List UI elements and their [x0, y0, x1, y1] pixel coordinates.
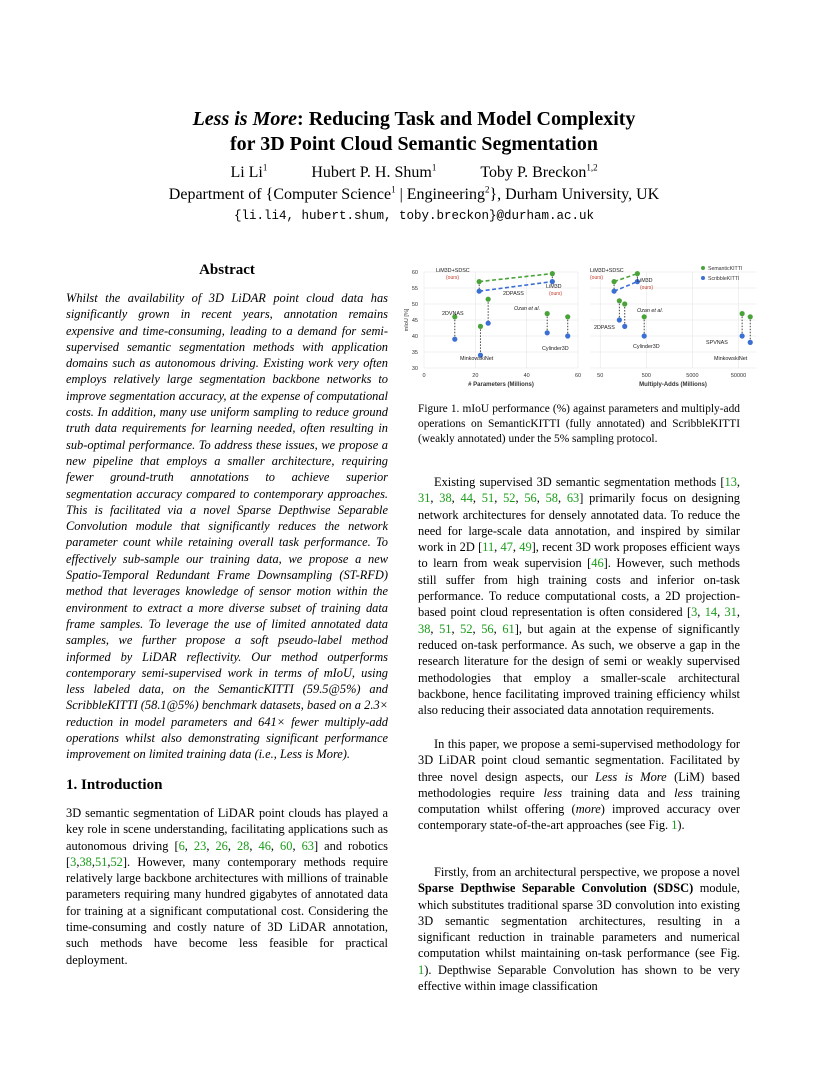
citation-link[interactable]: 56 — [481, 621, 494, 636]
body-text: , — [697, 605, 705, 620]
emphasis-text: Less is More — [595, 769, 667, 784]
y-tick-label: 35 — [411, 350, 418, 356]
abstract-heading: Abstract — [199, 262, 255, 278]
y-tick-label: 55 — [411, 286, 418, 292]
body-text: module, which substitutes traditional sparse 3D convolution into existing 3D semantic segmentation architectures, resulting in a significant reduction in trainable parameters and numerical computation whilst maintaining on-task performance (see Fig. — [418, 881, 740, 961]
semantickitti-point — [486, 297, 491, 302]
citation-link[interactable]: 46 — [591, 556, 604, 571]
x-tick-label: 20 — [472, 373, 479, 379]
ours-label: (ours) — [549, 291, 563, 297]
figure-caption: Figure 1. mIoU performance (%) against parameters and multiply-add operations on SemanticKITTI (fully annotated) and ScribbleKITTI (weakly annotated) under the 5% sampling protocol. — [418, 403, 740, 445]
y-tick-label: 45 — [411, 318, 418, 324]
point-label: MinkowskiNet — [460, 356, 494, 362]
body-text: ], recent 3D work proposes efficient ways to learn from weak supervision [ — [418, 540, 740, 571]
point-label: Ozan et al. — [637, 308, 664, 314]
citation-link[interactable]: 23 — [193, 838, 207, 853]
body-text: Firstly, from an architectural perspective, we propose a novel — [434, 865, 740, 879]
author-emails: {li.li4, hubert.shum, toby.breckon}@durham.ac.uk — [233, 209, 595, 223]
figure-1 — [400, 258, 770, 398]
emphasis-text: more — [575, 802, 601, 817]
citation-link[interactable]: 44 — [460, 491, 473, 506]
y-tick-label: 50 — [411, 302, 418, 308]
semantickitti-point — [617, 298, 622, 303]
citation-link[interactable]: 56 — [524, 491, 537, 506]
citation-link[interactable]: 51 — [481, 491, 495, 506]
body-text: , — [736, 605, 740, 620]
semantickitti-point — [622, 301, 627, 306]
semantickitti-point — [740, 311, 745, 316]
body-text: , — [472, 491, 482, 506]
body-text: , — [430, 491, 440, 506]
ours-label: (ours) — [590, 275, 604, 281]
citation-link[interactable]: 31 — [418, 491, 431, 506]
affiliation: Department of {Computer Science$^1$ | Engineering$^2$}, Durham University, UK — [168, 184, 660, 203]
y-axis-label: mIoU [%] — [404, 308, 410, 332]
body-text: , — [493, 621, 503, 636]
semantickitti-point — [550, 271, 555, 276]
body-text: , — [717, 605, 725, 620]
body-text: , — [91, 854, 95, 869]
body-text: ], but again at the expense of significantly reduced on-task performance. As such, we observe a gap in the research literature for the design of semi or weakly supervised methodologies that employ a smaller-scale architectural backbone, hence facilitating improved training efficiency whilst also reducing their associated data annotation requirements. — [418, 621, 740, 718]
scribblekitti-point — [486, 321, 491, 326]
citation-link[interactable]: 31 — [724, 605, 737, 620]
citation-link[interactable]: 63 — [301, 838, 314, 853]
body-paragraph — [418, 864, 740, 994]
citation-link[interactable]: 52 — [503, 491, 516, 506]
title-italic: Less is More — [192, 108, 298, 130]
y-tick-label: 40 — [411, 334, 418, 340]
citation-link[interactable]: 60 — [280, 838, 293, 853]
citation-link[interactable]: 47 — [500, 540, 513, 555]
body-text: , — [557, 491, 567, 506]
intro-paragraph — [66, 805, 388, 968]
scribblekitti-point — [477, 289, 482, 294]
body-text: training data and — [562, 785, 675, 800]
scribblekitti-point — [617, 317, 622, 322]
citation-link[interactable]: 52 — [460, 621, 473, 636]
citation-link[interactable]: 13 — [724, 475, 737, 489]
citation-link[interactable]: 11 — [482, 540, 495, 555]
point-label: Ozan et al. — [514, 306, 541, 312]
legend-label: ScribbleKITTI — [708, 276, 740, 282]
body-text: ]. However, such methods still suffer from high training costs and inferior on-task performance. To reduce computational costs, a 2D projection-based point cloud representation is often considered [ — [418, 556, 740, 620]
body-text: , — [227, 838, 237, 853]
body-text: , — [512, 540, 520, 555]
semantickitti-point — [748, 314, 753, 319]
ours-trend-line — [479, 282, 552, 292]
legend-swatch-scribblekitti — [701, 276, 705, 280]
body-text: , — [184, 838, 194, 853]
semantickitti-point — [545, 311, 550, 316]
x-axis-label: Multiply-Adds (Millions) — [639, 382, 707, 388]
paper-title — [60, 107, 768, 157]
x-tick-label: 5000 — [686, 373, 699, 379]
body-paragraph — [418, 474, 740, 718]
semantickitti-point — [611, 279, 616, 284]
citation-link[interactable]: 1 — [671, 818, 678, 833]
body-text: , — [451, 491, 461, 506]
body-text: ] and robotics [ — [66, 838, 388, 869]
body-text: , — [451, 621, 461, 636]
body-text: , — [515, 491, 525, 506]
body-text: , — [206, 838, 216, 853]
x-tick-label: 60 — [574, 373, 582, 379]
body-text: In this paper, we propose a semi-supervised methodology for 3D LiDAR point cloud semantic segmentation. Facilitated by three novel design aspects, our — [418, 737, 740, 784]
scribblekitti-point — [622, 324, 627, 329]
citation-link[interactable]: 38 — [418, 621, 431, 636]
body-text: ). Depthwise Separable Convolution has shown to be very effective within image classification — [418, 962, 740, 994]
citation-link[interactable]: 58 — [545, 491, 558, 506]
body-text: ). — [677, 818, 685, 833]
body-text: ] primarily focus on designing network architectures for densely annotated data. To reduce the need for large-scale data annotation, and inspired by similar work in 2D [ — [418, 491, 740, 555]
point-label: 2DPASS — [503, 291, 524, 297]
x-tick-label: 40 — [523, 373, 530, 379]
scribblekitti-point — [452, 337, 457, 342]
body-text: , — [107, 854, 111, 869]
point-label: 2DPASS — [594, 325, 615, 331]
semantickitti-point — [635, 271, 640, 276]
citation-link[interactable]: 6 — [178, 838, 185, 853]
citation-link[interactable]: 28 — [236, 838, 250, 853]
point-label: LiM3D — [637, 278, 653, 284]
citation-link[interactable]: 52 — [110, 854, 123, 869]
body-text: , — [472, 621, 482, 636]
body-text: training computation whilst offering ( — [418, 785, 740, 817]
scribblekitti-point — [748, 340, 753, 345]
citation-link[interactable]: 51 — [439, 621, 452, 636]
body-text: , — [736, 475, 740, 489]
ours-trend-line — [479, 274, 552, 282]
body-text: , — [292, 838, 302, 853]
section-heading-introduction: 1. Introduction — [66, 777, 163, 793]
scribblekitti-point — [740, 333, 745, 338]
point-label: LiM3D+SDSC — [436, 268, 470, 274]
bold-text: Sparse Depthwise Separable Convolution (SDSC) — [418, 881, 694, 896]
body-text: , — [536, 491, 546, 506]
citation-link[interactable]: 3 — [70, 854, 77, 869]
scribblekitti-point — [545, 330, 550, 335]
body-text: (LiM) based methodologies require — [418, 769, 740, 800]
x-axis-label: # Parameters (Millions) — [468, 382, 534, 388]
body-text: , — [76, 854, 80, 869]
point-label: 2DVNAS — [442, 311, 464, 317]
body-text: , — [494, 540, 501, 555]
x-tick-label: 500 — [641, 373, 651, 379]
citation-link[interactable]: 26 — [215, 838, 228, 853]
semantickitti-point — [477, 279, 482, 284]
point-label: LiM3D — [546, 284, 562, 290]
x-tick-label: 50000 — [730, 373, 747, 379]
point-label: LiM3D+SDSC — [590, 268, 624, 274]
author: Li Li$^1$ — [230, 162, 268, 181]
body-text: ) improved accuracy over contemporary state-of-the-art approaches (see Fig. — [418, 802, 740, 833]
x-tick-label: 50 — [597, 373, 604, 379]
body-text: , — [430, 621, 440, 636]
body-paragraph — [418, 736, 740, 834]
y-tick-label: 60 — [411, 270, 418, 276]
point-label: MinkowskiNet — [714, 356, 748, 362]
ours-label: (ours) — [446, 275, 460, 281]
title-line2: for 3D Point Cloud Semantic Segmentation — [230, 133, 598, 155]
citation-link[interactable]: 49 — [519, 540, 532, 555]
citation-link[interactable]: 38 — [79, 854, 92, 869]
author: Hubert P. H. Shum$^1$ — [311, 162, 437, 181]
emphasis-text: less — [543, 785, 563, 800]
body-text: 3D semantic segmentation of LiDAR point clouds has played a key role in scene understanding, facilitating applications such as autonomous driving [ — [66, 806, 388, 853]
emphasis-text: less — [674, 785, 693, 800]
author: Toby P. Breckon$^{1,2}$ — [480, 162, 598, 181]
semantickitti-point — [642, 314, 647, 319]
citation-link[interactable]: 61 — [502, 621, 515, 636]
citation-link[interactable]: 63 — [566, 491, 580, 506]
citation-link[interactable]: 14 — [704, 605, 718, 620]
scribblekitti-point — [642, 333, 647, 338]
citation-link[interactable]: 51 — [94, 854, 108, 869]
point-label: Cylinder3D — [633, 344, 660, 350]
citation-link[interactable]: 3 — [691, 605, 698, 620]
body-text: Existing supervised 3D semantic segmentation methods [ — [434, 475, 725, 489]
semantickitti-point — [565, 314, 570, 319]
title-rest: : Reducing Task and Model Complexity — [297, 108, 636, 130]
citation-link[interactable]: 38 — [439, 491, 452, 506]
ours-trend-line — [614, 274, 637, 282]
citation-link[interactable]: 1 — [418, 962, 425, 977]
body-text: , — [494, 491, 504, 506]
scribblekitti-point — [565, 333, 570, 338]
legend-swatch-semantickitti — [701, 266, 705, 270]
scribblekitti-point — [611, 289, 616, 294]
body-text: , — [270, 838, 281, 853]
author-list — [60, 163, 768, 183]
point-label: Cylinder3D — [542, 346, 569, 352]
y-tick-label: 30 — [411, 366, 418, 372]
semantickitti-point — [478, 324, 483, 329]
ours-label: (ours) — [640, 285, 654, 291]
body-text: ]. However, many contemporary methods require relatively large backbone architectures with millions of trainable parameters requiring many hundred gigabytes of annotated data for training at a significant computational cost. Considering the time-consuming and costly nature of 3D LiDAR annotation, such methods have become less feasible for practical deployment. — [66, 854, 388, 967]
x-tick-label: 0 — [422, 373, 426, 379]
legend-label: SemanticKITTI — [708, 266, 743, 272]
citation-link[interactable]: 46 — [258, 838, 271, 853]
point-label: SPVNAS — [706, 340, 728, 346]
ours-trend-line — [614, 282, 637, 292]
body-text: , — [249, 838, 259, 853]
abstract-text: Whilst the availability of 3D LiDAR point cloud data has significantly grown in recent years, annotation remains expensive and time-consuming, leading to a demand for semi-supervised semantic segmentation methods with application domains such as autonomous driving. Existing work very often employs relatively large segmentation backbone networks to improve segmentation accuracy, at the expense of computational costs. In addition, many use uniform sampling to reduce ground truth data requirements for learning needed, often resulting in sub-optimal performance. To address these issues, we propose a new pipeline that employs a smaller architecture, requiring fewer ground-truth annotations to achieve superior segmentation accuracy compared to contemporary approaches. This is facilitated via a novel Sparse Depthwise Separable Convolution module that significantly reduces the network parameter count while retaining overall task performance. To effectively sub-sample our training data, we propose a new Spatio-Temporal Redundant Frame Downsampling (ST-RFD) method that leverages knowledge of sensor motion within the environment to extract a more diverse subset of training data frame samples. To leverage the use of limited annotated data samples, we further propose a soft pseudo-label method informed by LiDAR reflectivity. Our method outperforms contemporary semi-supervised work in terms of mIoU, using less labeled data, on the SemanticKITTI (59.5@5%) and ScribbleKITTI (58.1@5%) benchmark datasets, based on a 2.3× reduction in model parameters and 641× fewer multiply-add operations whilst also demonstrating significant performance improvement on limited training data (i.e., Less is More). — [66, 291, 388, 762]
miou-chart — [400, 258, 770, 398]
